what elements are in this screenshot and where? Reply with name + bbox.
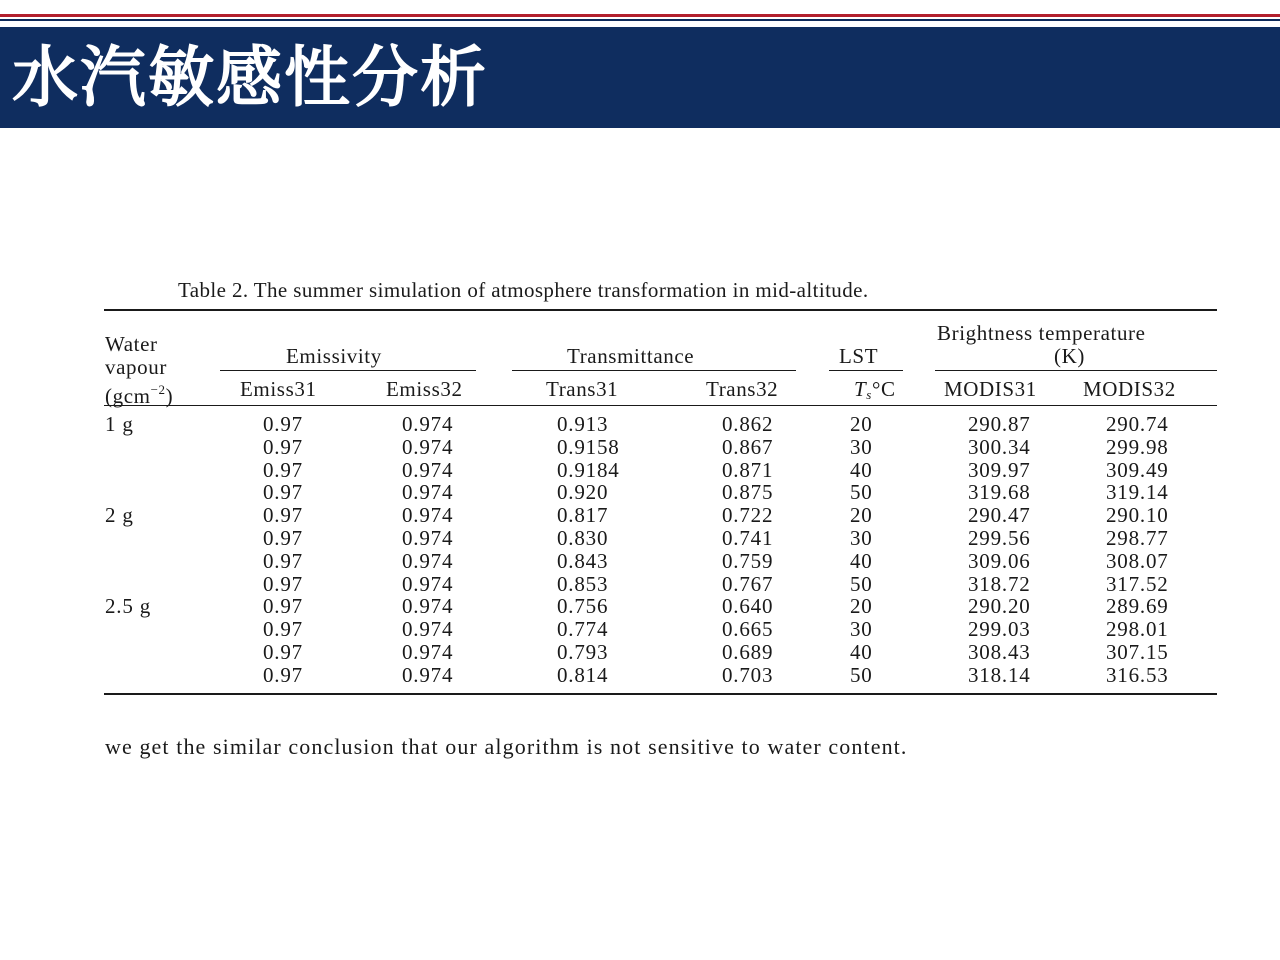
cell-modis31: 300.34 xyxy=(968,435,1031,459)
cell-trans31: 0.853 xyxy=(557,572,609,596)
table-caption: Table 2. The summer simulation of atmosphere transformation in mid-altitude. xyxy=(178,278,869,302)
slide-title: 水汽敏感性分析 xyxy=(12,39,488,116)
cell-modis31: 319.68 xyxy=(968,480,1031,504)
header-vapour-unit: (gcm$^{-2}$) xyxy=(105,382,174,408)
cell-vapour: 2.5 g xyxy=(105,594,151,618)
cell-modis31: 309.97 xyxy=(968,458,1031,482)
cell-trans31: 0.756 xyxy=(557,594,609,618)
cell-emiss31: 0.97 xyxy=(263,572,303,596)
table-top-rule xyxy=(104,309,1217,311)
cell-trans31: 0.9158 xyxy=(557,435,620,459)
cell-trans31: 0.793 xyxy=(557,640,609,664)
cell-modis31: 290.47 xyxy=(968,503,1031,527)
cell-modis31: 290.20 xyxy=(968,594,1031,618)
cell-lst: 30 xyxy=(850,435,873,459)
cell-lst: 30 xyxy=(850,526,873,550)
header-accent-line-navy xyxy=(0,19,1280,21)
cell-trans32: 0.703 xyxy=(722,663,774,687)
cell-trans32: 0.665 xyxy=(722,617,774,641)
cell-trans31: 0.920 xyxy=(557,480,609,504)
cell-trans32: 0.741 xyxy=(722,526,774,550)
cell-modis31: 290.87 xyxy=(968,412,1031,436)
cell-modis31: 308.43 xyxy=(968,640,1031,664)
header-accent-line-red xyxy=(0,14,1280,17)
cell-emiss31: 0.97 xyxy=(263,435,303,459)
cell-modis31: 299.56 xyxy=(968,526,1031,550)
cell-trans32: 0.867 xyxy=(722,435,774,459)
cell-emiss32: 0.974 xyxy=(402,480,454,504)
header-vapour: vapour xyxy=(105,355,167,379)
header-transmittance: Transmittance xyxy=(567,344,695,368)
cell-modis32: 290.74 xyxy=(1106,412,1169,436)
cell-modis32: 298.01 xyxy=(1106,617,1169,641)
cell-emiss31: 0.97 xyxy=(263,480,303,504)
cell-trans31: 0.9184 xyxy=(557,458,620,482)
cell-lst: 50 xyxy=(850,572,873,596)
header-modis31: MODIS31 xyxy=(944,377,1037,401)
cell-trans32: 0.862 xyxy=(722,412,774,436)
header-modis32: MODIS32 xyxy=(1083,377,1176,401)
cell-emiss31: 0.97 xyxy=(263,503,303,527)
header-lst: LST xyxy=(839,344,879,368)
cell-emiss32: 0.974 xyxy=(402,526,454,550)
cell-lst: 20 xyxy=(850,594,873,618)
header-water: Water xyxy=(105,332,158,356)
cell-modis32: 290.10 xyxy=(1106,503,1169,527)
cell-emiss31: 0.97 xyxy=(263,663,303,687)
header-brightness-temperature: Brightness temperature xyxy=(937,321,1146,345)
cell-modis31: 299.03 xyxy=(968,617,1031,641)
cell-modis32: 289.69 xyxy=(1106,594,1169,618)
header-emiss32: Emiss32 xyxy=(386,377,463,401)
lst-group-rule xyxy=(829,370,903,371)
cell-trans32: 0.875 xyxy=(722,480,774,504)
cell-modis32: 298.77 xyxy=(1106,526,1169,550)
cell-trans31: 0.774 xyxy=(557,617,609,641)
cell-modis31: 309.06 xyxy=(968,549,1031,573)
header-brightness-unit: (K) xyxy=(1054,344,1085,368)
header-lst-unit: $T_s^\circ C$ xyxy=(854,377,896,402)
brightness-group-rule xyxy=(935,370,1217,371)
cell-emiss32: 0.974 xyxy=(402,640,454,664)
cell-emiss32: 0.974 xyxy=(402,617,454,641)
header-emissivity: Emissivity xyxy=(286,344,382,368)
cell-modis31: 318.14 xyxy=(968,663,1031,687)
cell-emiss32: 0.974 xyxy=(402,572,454,596)
cell-trans31: 0.913 xyxy=(557,412,609,436)
cell-lst: 30 xyxy=(850,617,873,641)
cell-emiss31: 0.97 xyxy=(263,617,303,641)
cell-modis31: 318.72 xyxy=(968,572,1031,596)
cell-modis32: 316.53 xyxy=(1106,663,1169,687)
cell-emiss31: 0.97 xyxy=(263,549,303,573)
cell-trans32: 0.689 xyxy=(722,640,774,664)
cell-modis32: 309.49 xyxy=(1106,458,1169,482)
cell-emiss31: 0.97 xyxy=(263,458,303,482)
cell-trans32: 0.871 xyxy=(722,458,774,482)
cell-emiss31: 0.97 xyxy=(263,526,303,550)
cell-emiss32: 0.974 xyxy=(402,549,454,573)
cell-emiss32: 0.974 xyxy=(402,458,454,482)
cell-trans31: 0.817 xyxy=(557,503,609,527)
cell-lst: 50 xyxy=(850,480,873,504)
header-emiss31: Emiss31 xyxy=(240,377,317,401)
cell-modis32: 317.52 xyxy=(1106,572,1169,596)
cell-trans31: 0.843 xyxy=(557,549,609,573)
cell-modis32: 307.15 xyxy=(1106,640,1169,664)
conclusion-text: we get the similar conclusion that our algorithm is not sensitive to water content. xyxy=(105,734,908,759)
cell-trans32: 0.767 xyxy=(722,572,774,596)
cell-trans31: 0.830 xyxy=(557,526,609,550)
cell-emiss31: 0.97 xyxy=(263,640,303,664)
cell-lst: 40 xyxy=(850,458,873,482)
cell-lst: 50 xyxy=(850,663,873,687)
cell-emiss32: 0.974 xyxy=(402,594,454,618)
table-bottom-rule xyxy=(104,693,1217,695)
cell-emiss32: 0.974 xyxy=(402,435,454,459)
header-trans31: Trans31 xyxy=(546,377,619,401)
cell-emiss32: 0.974 xyxy=(402,412,454,436)
cell-trans32: 0.722 xyxy=(722,503,774,527)
cell-emiss31: 0.97 xyxy=(263,594,303,618)
transmittance-group-rule xyxy=(512,370,796,371)
cell-trans31: 0.814 xyxy=(557,663,609,687)
emissivity-group-rule xyxy=(220,370,476,371)
cell-trans32: 0.759 xyxy=(722,549,774,573)
cell-emiss32: 0.974 xyxy=(402,503,454,527)
cell-trans32: 0.640 xyxy=(722,594,774,618)
cell-modis32: 319.14 xyxy=(1106,480,1169,504)
cell-emiss32: 0.974 xyxy=(402,663,454,687)
header-bottom-rule xyxy=(104,405,1217,406)
cell-vapour: 1 g xyxy=(105,412,134,436)
cell-vapour: 2 g xyxy=(105,503,134,527)
cell-emiss31: 0.97 xyxy=(263,412,303,436)
cell-lst: 20 xyxy=(850,412,873,436)
cell-lst: 20 xyxy=(850,503,873,527)
cell-modis32: 308.07 xyxy=(1106,549,1169,573)
header-trans32: Trans32 xyxy=(706,377,779,401)
cell-lst: 40 xyxy=(850,640,873,664)
cell-modis32: 299.98 xyxy=(1106,435,1169,459)
cell-lst: 40 xyxy=(850,549,873,573)
